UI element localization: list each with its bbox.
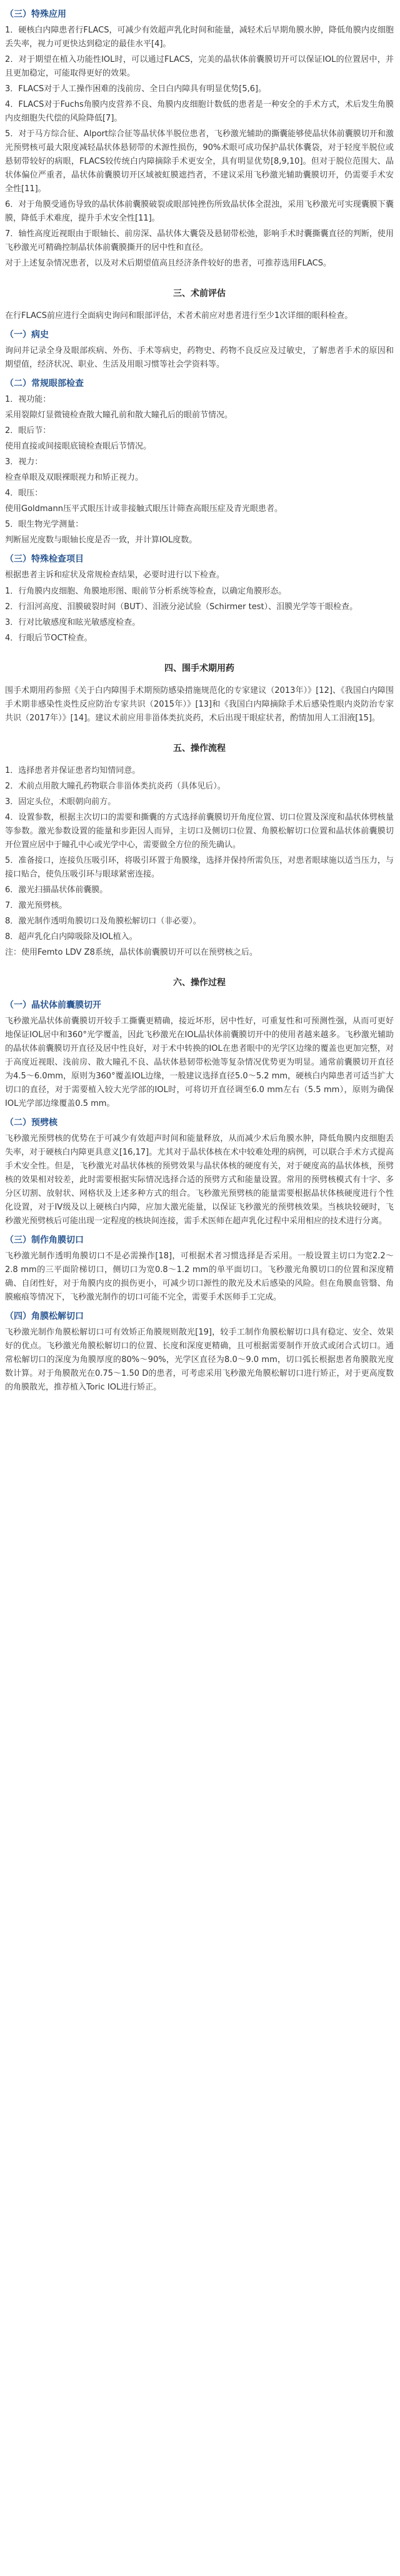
workflow-step: 1．选择患者并保证患者均知情同意。 [5,766,141,775]
workflow-step: 2．术前点用散大瞳孔药物联合非甾体类抗炎药（具体见后）。 [5,782,226,791]
operation-process-title: 六、操作过程 [173,978,226,988]
prechop-heading: （二）预劈核 [5,1118,58,1128]
special-exam-item: 2．行泪河高度、泪膜破裂时间（BUT）、泪液分泌试验（Schirmer test）、泪膜光学等干眼检查。 [5,602,358,612]
routine-exam-item: 判断屈光度数与眼轴长度是否一致，并计算IOL度数。 [5,535,198,545]
routine-exam-item: 1．视功能： [5,395,51,404]
relaxing-incision-heading: （四）角膜松解切口 [5,1311,84,1321]
workflow-note: 注：使用Femto LDV Z8系统，晶状体前囊膜切开可以在预劈核之后。 [5,948,258,957]
workflow-step: 8．激光制作透明角膜切口及角膜松解切口（非必要）。 [5,917,201,926]
medical-history-heading: （一）病史 [5,330,49,340]
routine-exam-item: 检查单眼及双眼裸眼视力和矫正视力。 [5,473,144,482]
preoperative-assessment-title: 三、术前评估 [173,289,226,299]
routine-exam-item: 采用裂隙灯显微镜检查散大瞳孔前和散大瞳孔后的眼前节情况。 [5,410,233,420]
special-application-item: 5．对于马方综合征、Alport综合征等晶状体半脱位患者，飞秒激光辅助的撕囊能够使晶状体前囊膜切开和激光预劈核可最大限度减轻晶状体悬韧带的术源性损伤，90%术眼可成功保护晶状体囊袋，对于轻度半脱位或悬韧带较好的病眼，FLACS较传统白内障摘除手术更安全，具有明显优势[8,9,10]。但对于脱位范围大、晶状体偏位严重者，晶状体前囊膜切开区域被虹膜遮挡者，不建议采用飞秒激光辅助囊膜切开，仍需要手术安全性[11]。 [5,129,394,194]
special-exam-item: 3．行对比敏感度和眩光敏感度检查。 [5,618,141,627]
routine-exam-heading: （二）常规眼部检查 [5,379,84,389]
special-application-item: 3．FLACS对于人工操作困难的浅前房、全日白内障具有明显优势[5,6]。 [5,84,267,94]
special-exam-intro: 根据患者主诉和症状及常规检查结果，必要时进行以下检查。 [5,570,225,580]
workflow-step: 7．激光预劈核。 [5,901,68,910]
special-applications-heading: （三）特殊应用 [5,9,66,19]
perioperative-medication-text: 围手术期用药参照《关于白内障围手术期预防感染措施规范化的专家建议（2013年）》[12]、《我国白内障围手术期非感染性炎性反应防治专家共识（2015年）》[13]和《我国白内障摘除手术后感染性眼内炎防治专家共识（2017年）》[14]。建议术前应用非甾体类抗炎药，术后出现干眼症状者，酌情加用人工泪液[15]。 [5,686,394,723]
special-exam-item: 4．行眼后节OCT检查。 [5,634,92,643]
procedure-workflow-title: 五、操作流程 [173,743,226,753]
routine-exam-item: 使用Goldmann压平式眼压计或非接触式眼压计筛查高眼压症及青光眼患者。 [5,504,282,514]
special-application-item: 6．对于角膜受通伤导致的晶状体前囊膜破裂或眼部钝挫伤所致晶状体全混浊，采用飞秒激光可实现囊膜下囊膜，降低手术难度，提升手术安全性[11]。 [5,200,394,223]
capsulotomy-heading: （一）晶状体前囊膜切开 [5,1000,101,1010]
workflow-step: 6．激光扫描晶状体前囊膜。 [5,885,108,895]
special-application-item: 4．FLACS对于Fuchs角膜内皮营养不良、角膜内皮细胞计数低的患者是一种安全的手术方式，术后发生角膜内皮细胞失代偿的风险降低[7]。 [5,100,394,123]
relaxing-incision-text: 飞秒激光制作角膜松解切口可有效矫正角膜规则散光[19]，较手工制作角膜松解切口具有稳定、安全、效果好的优点。飞秒激光角膜松解切口的位置、长度和深度更精确，且可根据需要制作开放式或闭合式切口。通常松解切口的深度为角膜厚度的80%～90%，光学区直径为8.0～9.0 mm，切口弧长根据患者角膜散光度数计算。对于角膜散光在0.75～1.50 D的患者，可考虑采用飞秒激光角膜松解切口进行矫正，对于更高度数的角膜散光，推荐植入Toric IOL进行矫正。 [5,1328,394,1392]
perioperative-medication-title: 四、围手术期用药 [164,664,234,674]
special-application-summary: 对于上述复杂情况患者，以及对术后期望值高且经济条件较好的患者，可推荐选用FLACS。 [5,259,332,268]
special-application-item: 2．对于期望在植入功能性IOL时，可以通过FLACS，完美的晶状体前囊膜切开可以保证IOL的位置居中，并且更加稳定，可能取得更好的效果。 [5,55,394,78]
routine-exam-item: 5．眼生物光学测量： [5,520,84,529]
routine-exam-item: 使用直接或间接眼底镜检查眼后节情况。 [5,442,152,451]
prechop-text: 飞秒激光预劈核的优势在于可减少有效超声时间和能量释放，从而减少术后角膜水肿，降低角膜内皮细胞丢失率，对于硬核白内障更具意义[16,17]。尤其对于晶状体核在术中较难处理的病例，可以联合手术方式提高手术安全性。但是，飞秒激光对晶状体核的预劈效果与晶状体核的硬度有关，对于硬度高的晶状体核，预劈核的效果相对较差，此时需要根据实际情况选择合适的预劈方式和能量设置。常用的预劈核模式有十字、多分区切割、放射状、网格状及上述多种方式的组合。飞秒激光预劈核的能量需要根据晶状体核硬度进行个性化设置，对于IV级及以上硬核白内障，应加大激光能量，以保证飞秒激光的预劈核效果。当核块较硬时，飞秒激光预劈核后可能出现一定程度的核块间连接，需手术医师在超声乳化过程中采用相应的技术进行分离。 [5,1134,394,1226]
workflow-step: 4．设置参数，根据主次切口的需要和撕囊的方式选择前囊膜切开角度位置、切口位置及深度和晶状体劈核量等参数。激光参数设置的能量和步距因人而异，主切口及侧切口位置、角膜松解切口位置和晶状体前囊膜切开位置应居中于瞳孔中心或光学中心，需要做全方位的预先确认。 [5,813,394,850]
corneal-incision-text: 飞秒激光制作透明角膜切口不是必需操作[18]，可根据术者习惯选择是否采用。一般设置主切口为宽2.2～2.8 mm的三平面阶梯切口，侧切口为宽0.8～1.2 mm的单平面切口。飞秒激光角膜切口的位置和深度精确、自闭性好，对于角膜内皮的损伤更小，可减少切口源性的散光及术后感染的风险。但在角膜血管翳、角膜瘢痕等情况下，飞秒激光制作的切口可能不完全，需要手术医师手工完成。 [5,1251,394,1302]
corneal-incision-heading: （三）制作角膜切口 [5,1235,84,1245]
routine-exam-item: 2．眼后节： [5,426,51,435]
medical-history-text: 询问并记录全身及眼部疾病、外伤、手术等病史，药物史、药物不良反应及过敏史，了解患者手术的原因和期望值，经济状况、职业、生活及用眼习惯等社会学资料等。 [5,346,394,369]
special-application-item: 1．硬核白内障患者行FLACS，可减少有效超声乳化时间和能量，减轻术后早期角膜水肿，降低角膜内皮细胞丢失率，视力可更快达到稳定的最佳水平[4]。 [5,26,394,49]
special-exam-heading: （三）特殊检查项目 [5,554,84,564]
preoperative-assessment-intro: 在行FLACS前应进行全面病史询问和眼部评估，术者术前应对患者进行至少1次详细的眼科检查。 [5,311,353,321]
routine-exam-item: 4．眼压： [5,489,43,498]
special-exam-item: 1．行角膜内皮细胞、角膜地形图、眼前节分析系统等检查，以确定角膜形态。 [5,587,287,596]
workflow-step: 5．准备接口，连接负压吸引环，将吸引环置于角膜缘，选择并保持所需负压，对患者眼球施以适当压力，与接口贴合，使负压吸引环与眼球紧密连接。 [5,856,394,879]
routine-exam-item: 3．视力： [5,457,43,467]
workflow-step: 8．超声乳化白内障吸除及IOL植入。 [5,932,138,942]
capsulotomy-text: 飞秒激光晶状体前囊膜切开较手工撕囊更精确，接近坏形，居中性好，可重复性和可预测性强，从而可更好地保证IOL居中和360°光学覆盖，因此飞秒激光在IOL晶状体前囊膜切开中的使用者越来越多。飞秒激光辅助的晶状体前囊膜切开直径及居中性良好，对于术中转换的IOL在患者眼中的光学区边缘的覆盖也更加完整，对于高度近视眼、浅前房、散大瞳孔不良、晶状体悬韧带松弛等复杂情况优势更为明显。通常前囊膜切开直径为4.5～6.0mm，原则为360°覆盖IOL边缘，一般建议选择直径5.0～5.2 mm，硬核白内障患者可适当扩大切口的直径，对于需要植入较大光学部的IOL时，可将切开直径调至6.0 mm左右（5.5 mm），原则为确保IOL光学部边缘覆盖0.5 mm。 [5,1017,394,1108]
workflow-step: 3．固定头位，术眼朝向前方。 [5,797,116,807]
special-application-item: 7．轴性高度近视眼由于眼轴长、前房深、晶状体大囊袋及悬韧带松弛，影响手术时囊撕囊直径的判断，使用飞秒激光可精确控制晶状体前囊膜撕开的居中性和直径。 [5,229,394,252]
